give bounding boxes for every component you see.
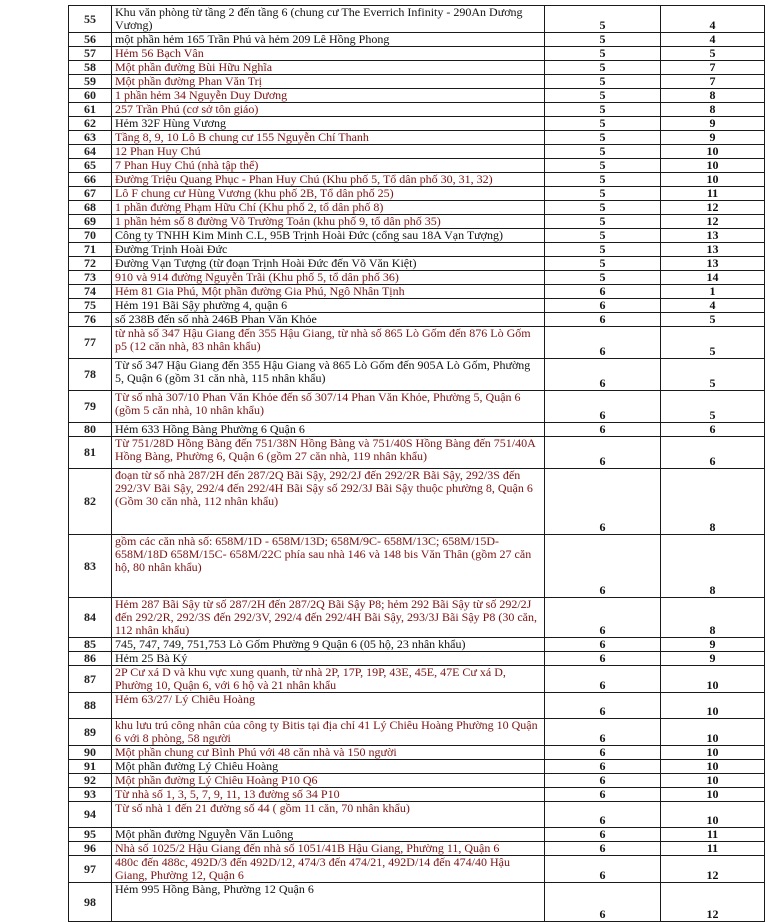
row-district-value: 6 [545,535,661,598]
row-number: 72 [69,257,112,271]
table-row [69,285,765,299]
row-address: 2P Cư xá D và khu vực xung quanh, từ nhà 2P, 17P, 19P, 43E, 45E, 47E Cư xá D, Phường 10, Quận 6, với 6 hộ và 21 nhân khẩu [112,666,545,693]
row-address: Hẻm 81 Gia Phú, Một phần đường Gia Phú, Ngô Nhân Tịnh [112,285,545,299]
table-row [69,89,765,103]
row-number: 65 [69,159,112,173]
row-number: 63 [69,131,112,145]
table-row [69,437,765,469]
row-number: 62 [69,117,112,131]
row-address: Công ty TNHH Kim Minh C.L, 95B Trịnh Hoài Đức (cổng sau 18A Vạn Tượng) [112,229,545,243]
row-district-value: 6 [545,437,661,469]
row-number: 59 [69,75,112,89]
row-number: 71 [69,243,112,257]
row-address: Hẻm 63/27/ Lý Chiêu Hoàng [112,693,545,719]
table-row [69,842,765,856]
row-ward-value: 12 [661,856,765,883]
row-district-value: 6 [545,469,661,535]
row-number: 87 [69,666,112,693]
table-row [69,215,765,229]
row-ward-value: 12 [661,215,765,229]
row-district-value: 5 [545,159,661,173]
row-ward-value: 10 [661,802,765,828]
table-row [69,145,765,159]
row-number: 98 [69,883,112,922]
table-row [69,33,765,47]
row-number: 64 [69,145,112,159]
table-row [69,229,765,243]
row-address: 12 Phan Huy Chú [112,145,545,159]
row-ward-value: 5 [661,313,765,327]
row-district-value: 6 [545,299,661,313]
row-district-value: 6 [545,652,661,666]
row-address: Hẻm 633 Hồng Bàng Phường 6 Quận 6 [112,423,545,437]
row-number: 58 [69,61,112,75]
row-address: Hẻm 191 Bãi Sậy phường 4, quận 6 [112,299,545,313]
row-district-value: 6 [545,856,661,883]
table-row [69,47,765,61]
row-number: 68 [69,201,112,215]
table-row [69,391,765,423]
table-row [69,652,765,666]
row-district-value: 5 [545,215,661,229]
row-district-value: 6 [545,359,661,391]
row-number: 78 [69,359,112,391]
table-row [69,103,765,117]
row-number: 67 [69,187,112,201]
row-address: gồm các căn nhà số: 658M/1D - 658M/13D; 658M/9C- 658M/13C; 658M/15D- 658M/18D 658M/15C- 658M/22C phía sau nhà 146 và 148 bis Văn Thân (gồm 27 căn hộ, 80 nhân khẩu) [112,535,545,598]
row-number: 91 [69,760,112,774]
row-number: 75 [69,299,112,313]
row-number: 77 [69,327,112,359]
row-number: 85 [69,638,112,652]
row-address: Từ số nhà 1 đến 21 đường số 44 ( gồm 11 căn, 70 nhân khẩu) [112,802,545,828]
row-number: 74 [69,285,112,299]
row-address: Hẻm 56 Bạch Vân [112,47,545,61]
row-district-value: 5 [545,131,661,145]
row-address: Hẻm 25 Bà Ký [112,652,545,666]
row-ward-value: 13 [661,257,765,271]
row-district-value: 6 [545,423,661,437]
table-row [69,856,765,883]
row-district-value: 5 [545,229,661,243]
table-row [69,159,765,173]
row-number: 86 [69,652,112,666]
row-district-value: 5 [545,187,661,201]
row-district-value: 5 [545,257,661,271]
row-address: Lô F chung cư Hùng Vương (khu phố 2B, Tổ dân phố 25) [112,187,545,201]
row-number: 92 [69,774,112,788]
row-ward-value: 6 [661,423,765,437]
table-row [69,61,765,75]
row-ward-value: 9 [661,131,765,145]
row-address: một phần hẻm 165 Trần Phú và hẻm 209 Lê Hồng Phong [112,33,545,47]
row-district-value: 6 [545,693,661,719]
row-district-value: 6 [545,719,661,746]
row-address: 1 phần hẻm 34 Nguyễn Duy Dương [112,89,545,103]
row-ward-value: 8 [661,103,765,117]
row-district-value: 5 [545,75,661,89]
row-ward-value: 7 [661,75,765,89]
row-ward-value: 1 [661,285,765,299]
row-ward-value: 10 [661,693,765,719]
row-number: 61 [69,103,112,117]
row-district-value: 5 [545,117,661,131]
row-address: khu lưu trú công nhân của công ty Bitis tại địa chỉ 41 Lý Chiêu Hoàng Phường 10 Quận 6 với 8 phòng, 58 người [112,719,545,746]
row-ward-value: 8 [661,598,765,638]
row-address: 745, 747, 749, 751,753 Lò Gốm Phường 9 Quận 6 (05 hộ, 23 nhân khẩu) [112,638,545,652]
row-number: 93 [69,788,112,802]
table-row [69,117,765,131]
row-district-value: 6 [545,842,661,856]
row-number: 55 [69,6,112,33]
row-district-value: 5 [545,33,661,47]
row-address: Hẻm 32F Hùng Vương [112,117,545,131]
table-row [69,719,765,746]
table-row [69,6,765,33]
row-address: Hẻm 287 Bãi Sậy từ số 287/2H đến 287/2Q Bãi Sậy P8; hẻm 292 Bãi Sậy từ số 292/2J đến 292/2R, 292/3S đến 292/3V, 292/4 đến 292/4H Bãi Sậy, 293/3J Bãi Sậy P8 (30 căn, 112 nhân khẩu) [112,598,545,638]
table-row [69,201,765,215]
row-ward-value: 14 [661,271,765,285]
row-address: Một phần đường Lý Chiêu Hoàng [112,760,545,774]
row-ward-value: 10 [661,760,765,774]
row-district-value: 6 [545,313,661,327]
row-district-value: 6 [545,802,661,828]
row-address: Đường Triệu Quang Phục - Phan Huy Chú (Khu phố 5, Tổ dân phố 30, 31, 32) [112,173,545,187]
row-address: Một phần đường Nguyễn Văn Luông [112,828,545,842]
table-row [69,802,765,828]
row-address: Một phần chung cư Bình Phú với 48 căn nhà và 150 người [112,746,545,760]
row-district-value: 6 [545,391,661,423]
row-district-value: 5 [545,145,661,159]
row-ward-value: 4 [661,299,765,313]
table-row [69,257,765,271]
table-row [69,131,765,145]
table-row [69,187,765,201]
row-number: 66 [69,173,112,187]
row-ward-value: 4 [661,6,765,33]
table-row [69,75,765,89]
row-district-value: 6 [545,828,661,842]
row-number: 95 [69,828,112,842]
row-address: 480c đến 488c, 492D/3 đến 492D/12, 474/3 đến 474/21, 492D/14 đến 474/40 Hậu Giang, Phường 12, Quận 6 [112,856,545,883]
table-row [69,359,765,391]
row-ward-value: 5 [661,47,765,61]
row-address: Tầng 8, 9, 10 Lô B chung cư 155 Nguyễn Chí Thanh [112,131,545,145]
row-number: 88 [69,693,112,719]
row-district-value: 5 [545,173,661,187]
row-ward-value: 10 [661,666,765,693]
row-district-value: 5 [545,243,661,257]
table-row [69,271,765,285]
table-row [69,469,765,535]
row-number: 80 [69,423,112,437]
row-ward-value: 10 [661,746,765,760]
row-address: từ nhà số 347 Hậu Giang đến 355 Hậu Giang, từ nhà số 865 Lò Gốm đến 876 Lò Gốm p5 (12 căn nhà, 83 nhân khẩu) [112,327,545,359]
row-number: 70 [69,229,112,243]
row-district-value: 6 [545,788,661,802]
row-number: 60 [69,89,112,103]
table-row [69,598,765,638]
row-district-value: 6 [545,883,661,922]
row-number: 69 [69,215,112,229]
row-ward-value: 11 [661,828,765,842]
row-ward-value: 10 [661,159,765,173]
row-district-value: 5 [545,61,661,75]
row-ward-value: 8 [661,535,765,598]
row-district-value: 6 [545,666,661,693]
row-ward-value: 9 [661,117,765,131]
row-ward-value: 10 [661,774,765,788]
table-row [69,760,765,774]
row-district-value: 6 [545,774,661,788]
table-row [69,423,765,437]
table-row [69,746,765,760]
data-table [68,5,765,922]
row-ward-value: 7 [661,61,765,75]
row-district-value: 5 [545,201,661,215]
row-district-value: 5 [545,47,661,61]
row-address: Một phần đường Bùi Hữu Nghĩa [112,61,545,75]
row-address: đoạn từ số nhà 287/2H đến 287/2Q Bãi Sậy, 292/2J đến 292/2R Bãi Sậy, 292/3S đến 292/3V Bãi Sậy, 292/4 đến 292/4H Bãi Sậy số 292/3J Bãi Sậy thuộc phường 8, Quận 6 (Gồm 30 căn nhà, 112 nhân khẩu) [112,469,545,535]
row-ward-value: 8 [661,469,765,535]
row-address: Nhà số 1025/2 Hậu Giang đến nhà số 1051/41B Hậu Giang, Phường 11, Quận 6 [112,842,545,856]
row-district-value: 6 [545,746,661,760]
row-number: 56 [69,33,112,47]
table-row [69,828,765,842]
row-district-value: 5 [545,103,661,117]
row-address: số 238B đến số nhà 246B Phan Văn Khỏe [112,313,545,327]
table-body [69,6,765,922]
row-address: Một phần đường Lý Chiêu Hoàng P10 Q6 [112,774,545,788]
row-ward-value: 6 [661,437,765,469]
table-row [69,243,765,257]
row-number: 73 [69,271,112,285]
row-ward-value: 13 [661,243,765,257]
row-address: Từ số nhà 307/10 Phan Văn Khỏe đến số 307/14 Phan Văn Khỏe, Phường 5, Quận 6 (gồm 5 căn nhà, 10 nhân khẩu) [112,391,545,423]
row-number: 94 [69,802,112,828]
row-address: Đường Vạn Tượng (từ đoạn Trịnh Hoài Đức đến Võ Văn Kiệt) [112,257,545,271]
row-district-value: 6 [545,638,661,652]
row-number: 96 [69,842,112,856]
row-district-value: 6 [545,327,661,359]
row-address: Một phần đường Phan Văn Trị [112,75,545,89]
row-address: 1 phần đường Phạm Hữu Chí (Khu phố 2, tổ dân phố 8) [112,201,545,215]
row-ward-value: 5 [661,359,765,391]
row-ward-value: 12 [661,201,765,215]
row-number: 76 [69,313,112,327]
row-ward-value: 12 [661,883,765,922]
row-address: 910 và 914 đường Nguyễn Trãi (Khu phố 5, tổ dân phố 36) [112,271,545,285]
row-ward-value: 5 [661,391,765,423]
table-row [69,666,765,693]
row-number: 83 [69,535,112,598]
row-address: 257 Trần Phú (cơ sở tôn giáo) [112,103,545,117]
table-row [69,883,765,922]
row-district-value: 5 [545,6,661,33]
row-address: 1 phần hẻm số 8 đường Võ Trường Toản (khu phố 9, tổ dân phố 35) [112,215,545,229]
row-district-value: 6 [545,285,661,299]
row-number: 90 [69,746,112,760]
row-number: 81 [69,437,112,469]
row-address: Từ số 347 Hậu Giang đến 355 Hậu Giang và 865 Lò Gốm đến 905A Lò Gốm, Phường 5, Quận 6 (gồm 31 căn nhà, 115 nhân khẩu) [112,359,545,391]
row-ward-value: 11 [661,842,765,856]
row-district-value: 5 [545,89,661,103]
table-row [69,638,765,652]
row-number: 97 [69,856,112,883]
row-district-value: 5 [545,271,661,285]
table-row [69,774,765,788]
row-number: 57 [69,47,112,61]
row-number: 89 [69,719,112,746]
table-row [69,173,765,187]
row-district-value: 6 [545,598,661,638]
row-address: Từ nhà số 1, 3, 5, 7, 9, 11, 13 đường số 34 P10 [112,788,545,802]
table-row [69,693,765,719]
row-address: Khu văn phòng từ tầng 2 đến tầng 6 (chung cư The Everrich Infinity - 290An Dương Vương) [112,6,545,33]
row-ward-value: 10 [661,719,765,746]
row-ward-value: 10 [661,173,765,187]
row-ward-value: 9 [661,652,765,666]
row-address: Hẻm 995 Hồng Bàng, Phường 12 Quận 6 [112,883,545,922]
row-ward-value: 9 [661,638,765,652]
row-number: 84 [69,598,112,638]
row-ward-value: 13 [661,229,765,243]
row-ward-value: 11 [661,187,765,201]
row-address: Từ 751/28D Hồng Bàng đến 751/38N Hồng Bàng và 751/40S Hồng Bàng đến 751/40A Hồng Bàng, Phường 6, Quận 6 (gồm 27 căn nhà, 119 nhân khẩu) [112,437,545,469]
row-ward-value: 5 [661,327,765,359]
row-number: 79 [69,391,112,423]
row-ward-value: 10 [661,788,765,802]
table-row [69,327,765,359]
row-ward-value: 8 [661,89,765,103]
table-row [69,535,765,598]
row-ward-value: 10 [661,145,765,159]
row-address: Đường Trịnh Hoài Đức [112,243,545,257]
row-number: 82 [69,469,112,535]
row-ward-value: 4 [661,33,765,47]
row-address: 7 Phan Huy Chú (nhà tập thể) [112,159,545,173]
table-row [69,313,765,327]
row-district-value: 6 [545,760,661,774]
table-row [69,788,765,802]
table-row [69,299,765,313]
